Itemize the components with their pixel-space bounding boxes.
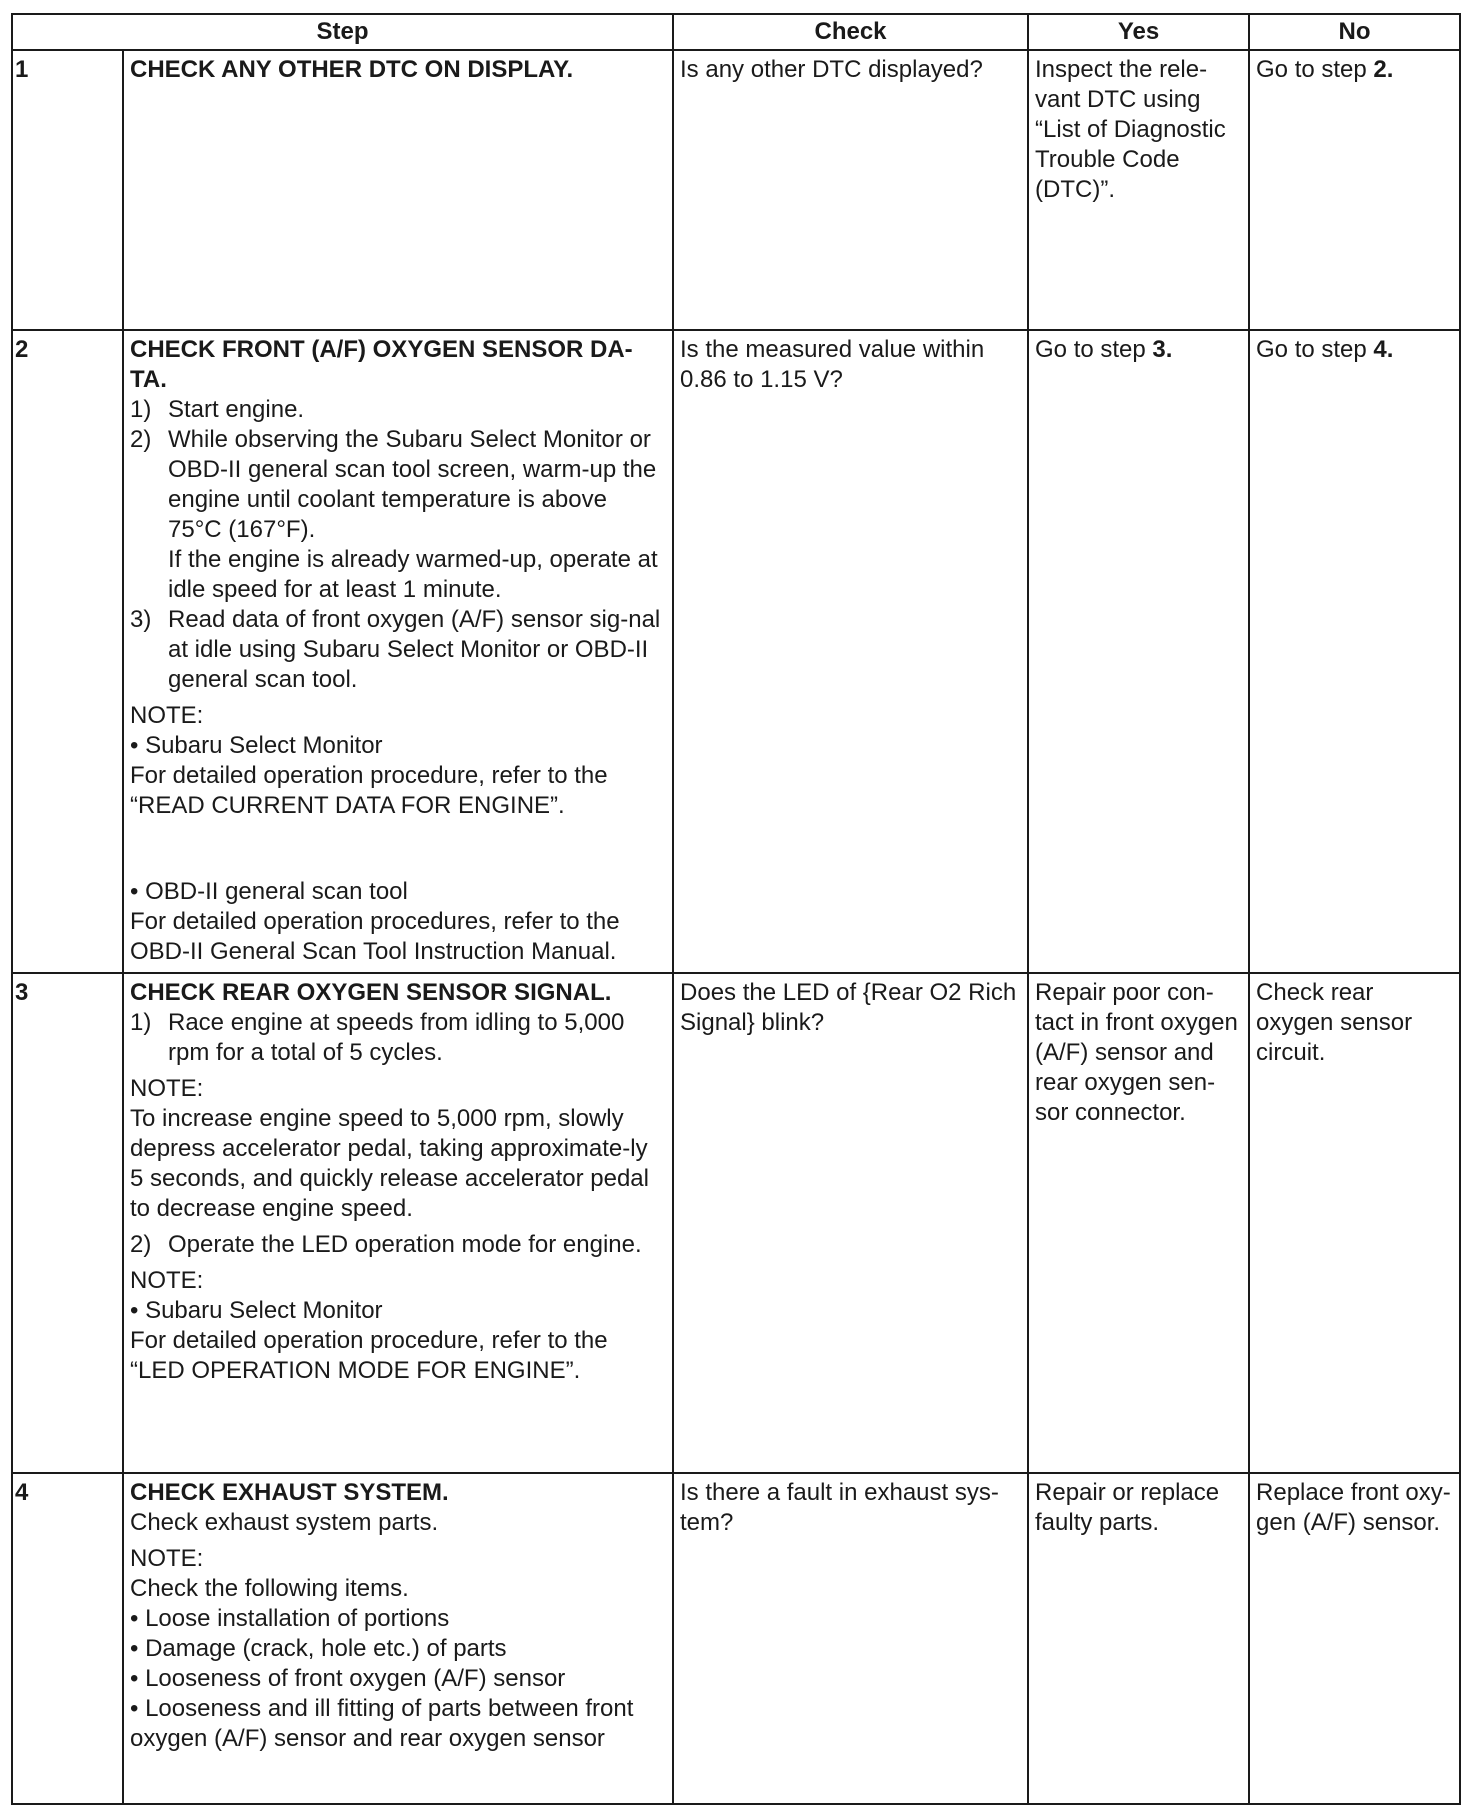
note-item-text: For detailed operation procedure, refer to the “LED OPERATION MODE FOR ENGINE”. (130, 1327, 608, 1384)
substep-text: If the engine is already warmed-up, operate at idle speed for at least 1 minute. (168, 546, 658, 603)
substep (130, 425, 666, 605)
step-number: 2 (12, 330, 123, 973)
step-ref: 2. (1373, 56, 1394, 83)
note-text: To increase engine speed to 5,000 rpm, slowly depress accelerator pedal, taking approximate-ly 5 seconds, and quickly release accelerator pedal to decrease engine speed. (130, 1105, 649, 1222)
diagnostic-table (11, 13, 1461, 1805)
step-title: CHECK FRONT (A/F) OXYGEN SENSOR DA-TA. (130, 336, 633, 393)
header-no: No (1249, 14, 1460, 50)
check-cell: Does the LED of {Rear O2 Rich Signal} blink? (673, 973, 1028, 1473)
substep-number: 2) (130, 1231, 152, 1258)
note-list-item: • Looseness and ill fitting of parts between front oxygen (A/F) sensor and rear oxygen sensor (130, 1695, 634, 1752)
check-cell: Is there a fault in exhaust sys-tem? (673, 1473, 1028, 1804)
note-item-title: • Subaru Select Monitor (130, 1297, 383, 1324)
spacer (130, 821, 666, 877)
step-ref: 3. (1152, 336, 1173, 363)
substep-text: Start engine. (168, 396, 305, 423)
note-label: NOTE: (130, 1545, 204, 1572)
header-step: Step (12, 14, 673, 50)
substep-number: 1) (130, 1009, 152, 1036)
note-item-text: For detailed operation procedures, refer to the OBD-II General Scan Tool Instruction Manual. (130, 908, 620, 965)
table-row (12, 330, 1460, 973)
step-title: CHECK ANY OTHER DTC ON DISPLAY. (130, 56, 574, 83)
step-cell (123, 50, 673, 330)
yes-text: Go to step (1035, 336, 1153, 363)
substep-number: 3) (130, 606, 152, 633)
substep-number: 2) (130, 426, 152, 453)
note-label: NOTE: (130, 702, 204, 729)
step-text: Check exhaust system parts. (130, 1509, 439, 1536)
substep (130, 395, 666, 425)
no-text: Go to step (1256, 336, 1374, 363)
header-check: Check (673, 14, 1028, 50)
no-cell: Check rear oxygen sensor circuit. (1249, 973, 1460, 1473)
note-label: NOTE: (130, 1075, 204, 1102)
step-number: 1 (12, 50, 123, 330)
note-item-title: • Subaru Select Monitor (130, 732, 383, 759)
no-text: Go to step (1256, 56, 1374, 83)
step-title: CHECK EXHAUST SYSTEM. (130, 1479, 449, 1506)
substep-text: Operate the LED operation mode for engine. (168, 1231, 642, 1258)
step-cell (123, 1473, 673, 1804)
note-item-title: • OBD-II general scan tool (130, 878, 408, 905)
check-cell: Is the measured value within 0.86 to 1.15 V? (673, 330, 1028, 973)
note-list-item: • Looseness of front oxygen (A/F) sensor (130, 1665, 566, 1692)
step-cell (123, 973, 673, 1473)
no-cell: Replace front oxy-gen (A/F) sensor. (1249, 1473, 1460, 1804)
substep (130, 1008, 666, 1068)
substep-number: 1) (130, 396, 152, 423)
note-list-item: • Loose installation of portions (130, 1605, 450, 1632)
yes-cell: Repair or replace faulty parts. (1028, 1473, 1249, 1804)
note-label: NOTE: (130, 1267, 204, 1294)
yes-cell: Inspect the rele-vant DTC using “List of Diagnostic Trouble Code (DTC)”. (1028, 50, 1249, 330)
table-row (12, 973, 1460, 1473)
substep-text: Race engine at speeds from idling to 5,000 rpm for a total of 5 cycles. (168, 1009, 625, 1066)
yes-cell: Repair poor con-tact in front oxygen (A/F) sensor and rear oxygen sen-sor connector. (1028, 973, 1249, 1473)
substep (130, 1230, 666, 1260)
check-cell: Is any other DTC displayed? (673, 50, 1028, 330)
substep (130, 605, 666, 695)
header-row (12, 14, 1460, 50)
note-item-text: For detailed operation procedure, refer to the “READ CURRENT DATA FOR ENGINE”. (130, 762, 608, 819)
table-row (12, 50, 1460, 330)
header-yes: Yes (1028, 14, 1249, 50)
step-ref: 4. (1373, 336, 1394, 363)
step-title: CHECK REAR OXYGEN SENSOR SIGNAL. (130, 979, 612, 1006)
note-text: Check the following items. (130, 1575, 409, 1602)
note-list-item: • Damage (crack, hole etc.) of parts (130, 1635, 507, 1662)
step-number: 4 (12, 1473, 123, 1804)
substep-text: While observing the Subaru Select Monitor or OBD-II general scan tool screen, warm-up the engine until coolant temperature is above 75°C (167°F). (168, 426, 657, 543)
step-number: 3 (12, 973, 123, 1473)
substep-text: Read data of front oxygen (A/F) sensor sig-nal at idle using Subaru Select Monitor or OBD-II general scan tool. (168, 606, 661, 693)
step-cell (123, 330, 673, 973)
table-row (12, 1473, 1460, 1804)
yes-cell (1028, 330, 1249, 973)
no-cell (1249, 330, 1460, 973)
no-cell (1249, 50, 1460, 330)
